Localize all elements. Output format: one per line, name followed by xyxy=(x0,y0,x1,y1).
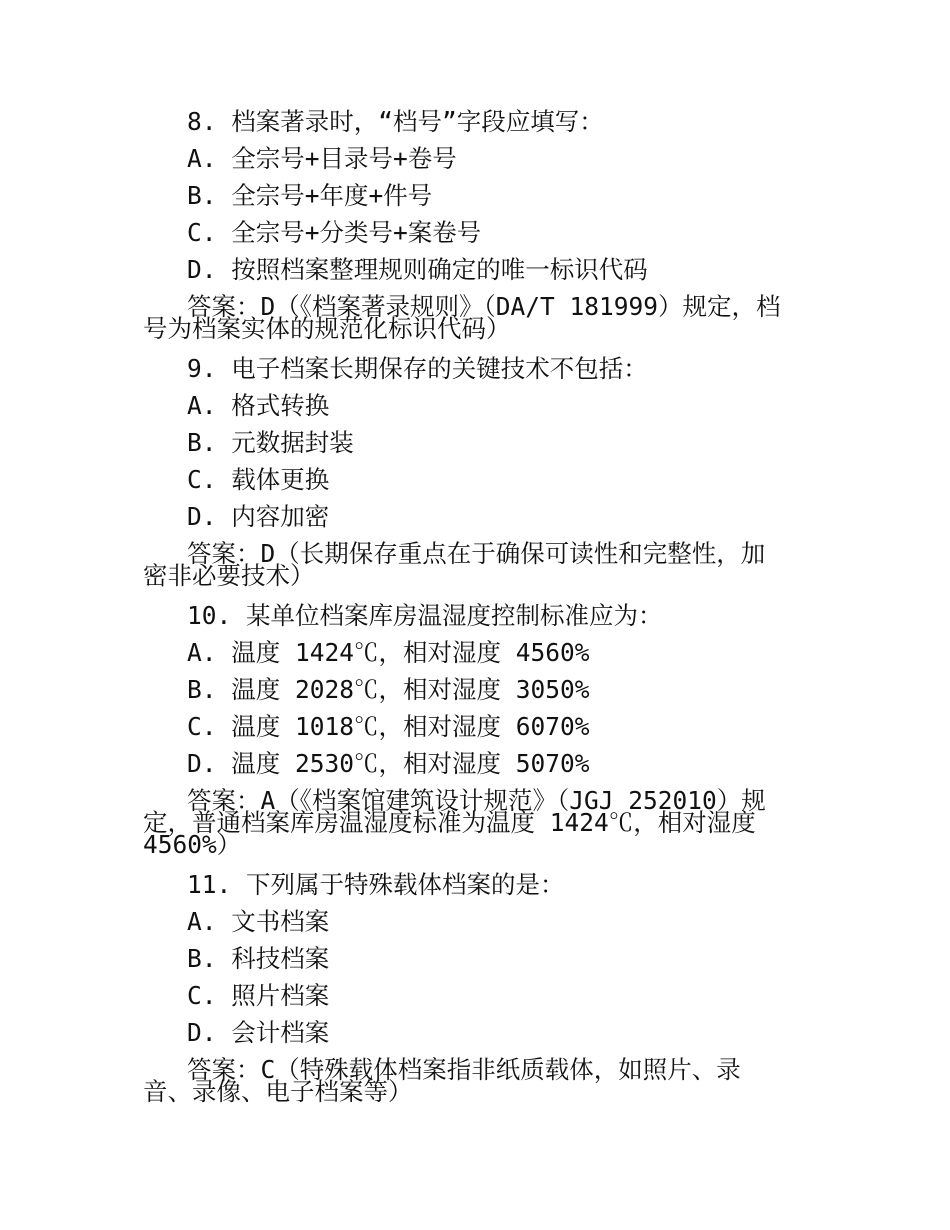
question-stem: 9. 电子档案长期保存的关键技术不包括： xyxy=(187,354,648,383)
option-d: D. 温度 2530℃，相对湿度 5070% xyxy=(187,749,590,778)
question-10 xyxy=(0,597,950,866)
question-stem: 8. 档案著录时，“档号”字段应填写： xyxy=(187,107,604,136)
answer-text: 答案：D（长期保存重点在于确保可读性和完整性，加密非必要技术） xyxy=(143,539,766,590)
option-a: A. 文书档案 xyxy=(187,907,330,936)
option-a: A. 温度 1424℃，相对湿度 4560% xyxy=(187,638,590,667)
option-c: C. 载体更换 xyxy=(187,465,330,494)
option-c: C. 照片档案 xyxy=(187,981,330,1010)
option-d: D. 按照档案整理规则确定的唯一标识代码 xyxy=(187,255,648,284)
option-b: B. 温度 2028℃，相对湿度 3050% xyxy=(187,675,590,704)
option-b: B. 全宗号+年度+件号 xyxy=(187,181,433,210)
question-8 xyxy=(0,103,950,350)
option-b: B. 科技档案 xyxy=(187,944,330,973)
option-c: C. 温度 1018℃，相对湿度 6070% xyxy=(187,712,590,741)
question-stem: 10. 某单位档案库房温湿度控制标准应为： xyxy=(187,601,663,630)
question-stem: 11. 下列属于特殊载体档案的是： xyxy=(187,870,565,899)
option-d: D. 内容加密 xyxy=(187,502,330,531)
option-d: D. 会计档案 xyxy=(187,1018,330,1047)
question-11 xyxy=(0,866,950,1113)
answer-text: 答案：A（《档案馆建筑设计规范》（JGJ 252010）规定，普通档案库房温湿度标准为温度 1424℃，相对湿度 4560%） xyxy=(143,786,766,859)
option-b: B. 元数据封装 xyxy=(187,428,354,457)
option-c: C. 全宗号+分类号+案卷号 xyxy=(187,218,482,247)
answer-text: 答案：D（《档案著录规则》（DA/T 181999）规定，档号为档案实体的规范化标识代码） xyxy=(143,292,781,343)
option-a: A. 全宗号+目录号+卷号 xyxy=(187,144,457,173)
question-9 xyxy=(0,350,950,597)
answer-text: 答案：C（特殊载体档案指非纸质载体，如照片、录音、录像、电子档案等） xyxy=(143,1055,741,1106)
option-a: A. 格式转换 xyxy=(187,391,330,420)
top-margin xyxy=(0,0,950,103)
